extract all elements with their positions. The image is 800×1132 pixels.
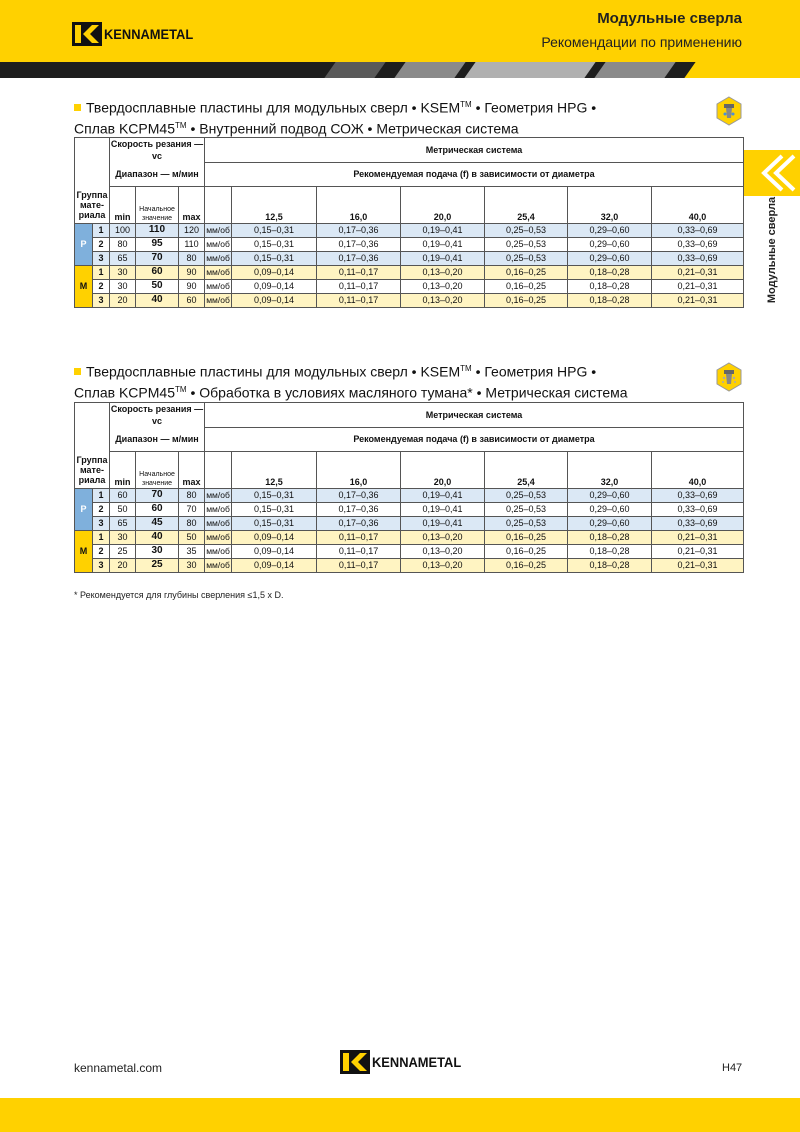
table-cell: 60 [136,265,179,279]
table-cell: 110 [136,223,179,237]
table-cell: мм/об [206,490,230,500]
table-cell [485,187,568,224]
header-stripe [0,62,800,78]
kennametal-logo [72,22,201,46]
group-label-m: M [75,530,93,572]
diameter-header: 20,0 [433,211,452,222]
table-cell: 2 [93,279,110,293]
table-cell: 0,29–0,60 [568,237,652,251]
table-cell: 0,21–0,31 [652,279,744,293]
table-cell: 30 [110,279,136,293]
diameter-header: 25,4 [517,476,535,487]
table-cell: 0,18–0,28 [568,530,652,544]
table-cell: 80 [179,516,205,530]
table-cell: 0,11–0,17 [317,544,401,558]
table-cell: 0,29–0,60 [568,502,652,516]
table-cell: 0,25–0,53 [485,251,568,265]
table-cell: 120 [179,223,205,237]
table-cell: 0,09–0,14 [232,558,317,572]
table-cell [652,452,744,489]
section1-title: Твердосплавные пластины для модульных сверл • KSEM™ • Геометрия HPG • Сплав KCPM45™ • Внутренний подвод СОЖ • Метрическая система [74,99,597,137]
table-cell: 1 [93,488,110,502]
table-cell: 0,16–0,25 [485,279,568,293]
table-row [75,279,744,293]
table-cell: 0,29–0,60 [568,488,652,502]
table-cell: 0,21–0,31 [652,293,744,307]
table-cell: мм/об [206,239,230,249]
table-cell: мм/об [206,225,230,235]
table-row [75,516,744,530]
table-cell: 0,11–0,17 [317,558,401,572]
table-cell: 65 [110,516,136,530]
table-cell: 20 [110,293,136,307]
chevron-left-icon [744,150,800,196]
table-cell [568,452,652,489]
table-cell: 65 [110,251,136,265]
table-cell: 0,11–0,17 [317,530,401,544]
start-header: Начальное значение [139,205,175,222]
table-cell: мм/об [206,281,230,291]
diameter-header: 32,0 [600,476,619,487]
table-cell: 0,18–0,28 [568,293,652,307]
table-cell: 0,11–0,17 [317,279,401,293]
table-cell: мм/об [206,560,230,570]
table-cell: 80 [110,237,136,251]
table-cell: 95 [136,237,179,251]
table-cell: 0,15–0,31 [232,516,317,530]
footnote: * Рекомендуется для глубины сверления ≤1,5 x D. [74,590,284,600]
table-cell [179,452,205,489]
table-cell: 80 [179,488,205,502]
table-cell: 40 [136,530,179,544]
table-cell: 30 [110,265,136,279]
table-cell: 70 [136,251,179,265]
diameter-header: 25,4 [517,211,535,222]
table-cell: 0,25–0,53 [485,502,568,516]
bullet-icon [74,368,81,375]
diameter-header: 40,0 [688,476,707,487]
table-cell [110,138,205,163]
range-header: Диапазон — м/мин [115,169,199,179]
table-cell: 0,09–0,14 [232,544,317,558]
table-cell [75,452,110,489]
table-cell: 0,09–0,14 [232,265,317,279]
table-cell: мм/об [206,518,230,528]
table-cell: мм/об [206,267,230,277]
table-cell: 20 [110,558,136,572]
internal-coolant-icon [716,96,742,126]
table-cell [205,138,744,163]
feed-header: Рекомендуемая подача (f) в зависимости от диаметра [353,434,595,445]
table-cell [205,162,744,187]
page-number: H47 [722,1062,743,1074]
diameter-header: 32,0 [600,211,619,222]
table-cell: 0,19–0,41 [401,237,485,251]
group-label-m: M [75,265,93,307]
table-cell: 0,09–0,14 [232,293,317,307]
table-cell: 1 [93,530,110,544]
table-row [75,502,744,516]
table-cell [75,138,110,187]
kennametal-logo-footer [340,1050,469,1074]
table-cell: 110 [179,237,205,251]
table-cell: 0,17–0,36 [317,251,401,265]
table-cell: 80 [179,251,205,265]
side-tab-label: Модульные сверла [766,196,778,304]
table-cell [110,162,205,187]
table-row [75,558,744,572]
metric-header: Метрическая система [425,409,523,420]
table-cell: 0,17–0,36 [317,502,401,516]
table-cell: 50 [179,530,205,544]
table-cell [317,452,401,489]
header-subtitle: Рекомендации по применению [541,34,742,50]
table-cell: 70 [179,502,205,516]
section2-title: Твердосплавные пластины для модульных сверл • KSEM™ • Геометрия HPG • Сплав KCPM45™ • Обработка в условиях масляного тумана* • Метрическая система [74,363,628,401]
table-cell: 70 [136,488,179,502]
table-cell: 50 [136,279,179,293]
speed-header: Скорость резания — vc [110,404,204,426]
table-cell: 50 [110,502,136,516]
table-cell [136,187,179,224]
table-cell [232,187,317,224]
table-cell: 0,19–0,41 [401,502,485,516]
table-cell [652,187,744,224]
table-cell: 30 [136,544,179,558]
side-tab [744,150,800,196]
table-cell [205,427,744,452]
table-cell [401,452,485,489]
table-row [75,488,744,502]
table-cell [110,427,205,452]
table-cell: 0,16–0,25 [485,544,568,558]
table-cell: 0,25–0,53 [485,223,568,237]
table-cell: 0,15–0,31 [232,488,317,502]
table-cell [75,187,110,224]
table-cell: 0,25–0,53 [485,516,568,530]
table-row [75,265,744,279]
table-cell: 0,25–0,53 [485,237,568,251]
table-cell: 0,29–0,60 [568,251,652,265]
table-cell: 0,29–0,60 [568,223,652,237]
table-cell: 0,13–0,20 [401,544,485,558]
bullet-icon [74,104,81,111]
table-row [75,237,744,251]
table-cell: 0,16–0,25 [485,558,568,572]
table-cell: 45 [136,516,179,530]
table-cell [110,452,136,489]
table-cell: 30 [110,530,136,544]
table-cell: 3 [93,251,110,265]
table-cell: 0,18–0,28 [568,279,652,293]
table-cell [205,403,744,428]
table-cell: 0,16–0,25 [485,265,568,279]
table-cell: 3 [93,558,110,572]
table-cell: 0,17–0,36 [317,516,401,530]
diameter-header: 16,0 [349,476,368,487]
table-cell [205,187,232,224]
table-cell [568,187,652,224]
table-cell: 0,21–0,31 [652,544,744,558]
table-cell: 0,11–0,17 [317,265,401,279]
table-cell: 0,15–0,31 [232,251,317,265]
range-header: Диапазон — м/мин [115,434,199,444]
table-cell [110,403,205,428]
table-cell: 90 [179,279,205,293]
table-cell: 0,21–0,31 [652,265,744,279]
table-row [75,544,744,558]
brand-name: KENNAMETAL [104,26,194,42]
table-cell: 60 [136,502,179,516]
diameter-header: 20,0 [433,476,452,487]
table-row [75,223,744,237]
table-cell: 0,18–0,28 [568,544,652,558]
table-row [75,251,744,265]
min-header: min [114,476,131,487]
table-cell: мм/об [206,546,230,556]
table-cell: 0,09–0,14 [232,279,317,293]
table-cell: 0,19–0,41 [401,516,485,530]
table-cell: 30 [179,558,205,572]
table-cell: 0,15–0,31 [232,502,317,516]
table-cell: 0,33–0,69 [652,516,744,530]
table-cell: мм/об [206,253,230,263]
table-cell: 0,16–0,25 [485,293,568,307]
diameter-header: 12,5 [265,476,283,487]
table-cell: 0,18–0,28 [568,265,652,279]
table-cell: 0,15–0,31 [232,223,317,237]
group-header: Группа мате- риала [76,189,108,220]
table-cell: 0,13–0,20 [401,279,485,293]
group-label-p: P [75,223,93,265]
table-cell: 0,13–0,20 [401,293,485,307]
table-cell: 3 [93,293,110,307]
table-cell: 100 [110,223,136,237]
table-cell: мм/об [206,295,230,305]
table-cell [485,452,568,489]
start-header: Начальное значение [139,470,175,487]
table-cell [110,187,136,224]
table-cell: 0,15–0,31 [232,237,317,251]
table-row [75,293,744,307]
table-cell: 0,09–0,14 [232,530,317,544]
table-cell: 2 [93,502,110,516]
group-label-p: P [75,488,93,530]
table-cell: 0,17–0,36 [317,237,401,251]
table-cell: 1 [93,223,110,237]
table-cell: 0,13–0,20 [401,530,485,544]
table-cell: 0,33–0,69 [652,488,744,502]
table-cell: 35 [179,544,205,558]
group-header: Группа мате- риала [76,454,108,485]
feed-header: Рекомендуемая подача (f) в зависимости от диаметра [353,169,595,180]
table-cell: 2 [93,544,110,558]
table-cell: 0,17–0,36 [317,223,401,237]
table-cell: 0,11–0,17 [317,293,401,307]
footer-bar [0,1098,800,1132]
metric-header: Метрическая система [425,144,523,155]
table-cell [136,452,179,489]
table-cell: 0,19–0,41 [401,223,485,237]
table-cell [232,452,317,489]
max-header: max [182,211,201,222]
table-cell: 0,33–0,69 [652,502,744,516]
table-cell: 1 [93,265,110,279]
table-cell: 2 [93,237,110,251]
table-cell [75,403,110,452]
table-cell [205,452,232,489]
table-cell: 60 [179,293,205,307]
table-cell: мм/об [206,532,230,542]
table-cell [401,187,485,224]
table-cell: 0,13–0,20 [401,558,485,572]
page-header [0,0,800,62]
table-cell: 0,19–0,41 [401,488,485,502]
table-cell: 0,33–0,69 [652,237,744,251]
table-cell: 40 [136,293,179,307]
table-cell: 25 [110,544,136,558]
diameter-header: 12,5 [265,211,283,222]
table-cell: 90 [179,265,205,279]
diameter-header: 40,0 [688,211,707,222]
table-row [75,530,744,544]
table-cell: 0,29–0,60 [568,516,652,530]
speed-header: Скорость резания — vc [110,139,204,161]
table-cell [317,187,401,224]
max-header: max [182,476,201,487]
diameter-header: 16,0 [349,211,368,222]
table-cell: 0,19–0,41 [401,251,485,265]
table-cell: 0,18–0,28 [568,558,652,572]
table-cell [179,187,205,224]
table-cell: 0,33–0,69 [652,223,744,237]
table-internal-coolant [74,137,744,308]
footer-url[interactable]: kennametal.com [74,1061,163,1075]
table-cell: 3 [93,516,110,530]
table-cell: 0,25–0,53 [485,488,568,502]
table-cell: 0,16–0,25 [485,530,568,544]
table-cell: 60 [110,488,136,502]
table-cell: 0,21–0,31 [652,558,744,572]
table-cell: 0,17–0,36 [317,488,401,502]
mist-coolant-icon [716,362,742,392]
table-cell: 0,13–0,20 [401,265,485,279]
brand-name: KENNAMETAL [372,1054,462,1070]
table-oil-mist [74,402,744,573]
min-header: min [114,211,131,222]
table-cell: 0,33–0,69 [652,251,744,265]
table-cell: 0,21–0,31 [652,530,744,544]
table-cell: мм/об [206,504,230,514]
table-cell: 25 [136,558,179,572]
header-title: Модульные сверла [597,10,742,27]
